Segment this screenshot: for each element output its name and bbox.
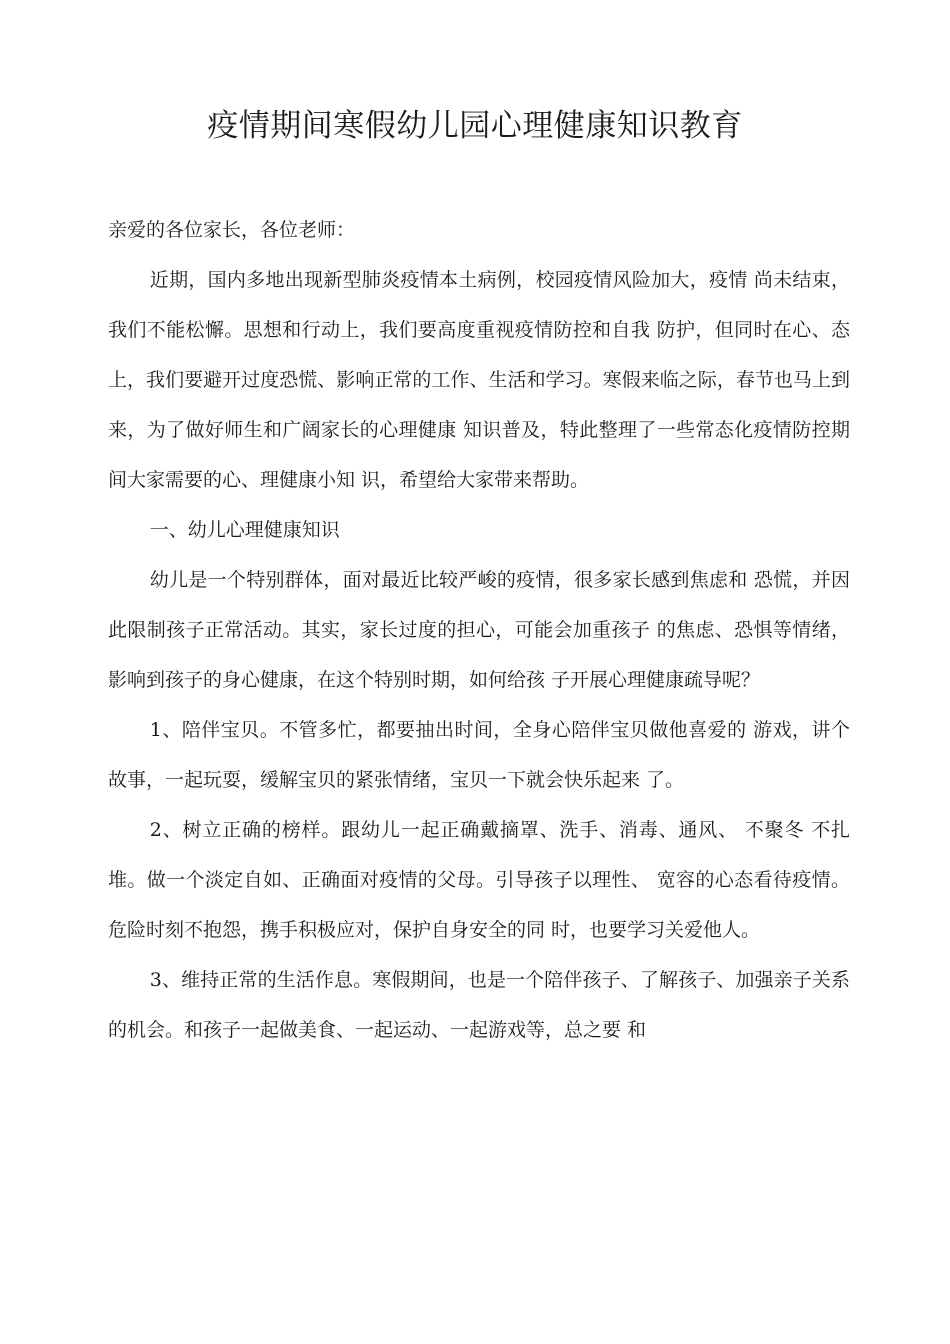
list-item-2: 2、树立正确的榜样。跟幼儿一起正确戴摘罩、洗手、消毒、通风、 不聚冬 不扎堆。做一个淡定自如、正确面对疫情的父母。引导孩子以理性、 宽容的心态看待疫情。危险时刻不抱怨，携手积极应对，保护自身安全的同 时，也要学习关爱他人。 [108,819,850,941]
list-item-3: 3、维持正常的生活作息。寒假期间，也是一个陪伴孩子、了解孩子、加强亲子关系的机会。和孩子一起做美食、一起运动、一起游戏等，总之要 和 [108,969,850,1041]
list-item-1: 1、陪伴宝贝。不管多忙，都要抽出时间，全身心陪伴宝贝做他喜爱的 游戏，讲个故事，一起玩耍，缓解宝贝的紧张情绪，宝贝一下就会快乐起来 了。 [108,719,850,791]
section-heading: 一、幼儿心理健康知识 [149,519,340,541]
greeting: 亲爱的各位家长，各位老师： [108,219,356,241]
document-body [108,205,850,1055]
paragraph-section-intro: 幼儿是一个特别群体，面对最近比较严峻的疫情，很多家长感到焦虑和 恐慌，并因此限制孩子正常活动。其实，家长过度的担心，可能会加重孩子 的焦虑、恐惧等情绪，影响到孩子的身心健康，在这个特别时期，如何给孩 子开展心理健康疏导呢？ [108,569,850,691]
paragraph-intro: 近期，国内多地出现新型肺炎疫情本土病例，校园疫情风险加大，疫情 尚未结束，我们不能松懈。思想和行动上，我们要高度重视疫情防控和自我 防护，但同时在心、态上，我们要避开过度恐慌、影响正常的工作、生活和学习。寒假来临之际，春节也马上到来，为了做好师生和广阔家长的心理健康 知识普及，特此整理了一些常态化疫情防控期间大家需要的心、理健康小知 识，希望给大家带来帮助。 [108,269,850,491]
document-title: 疫情期间寒假幼儿园心理健康知识教育 [207,108,743,144]
